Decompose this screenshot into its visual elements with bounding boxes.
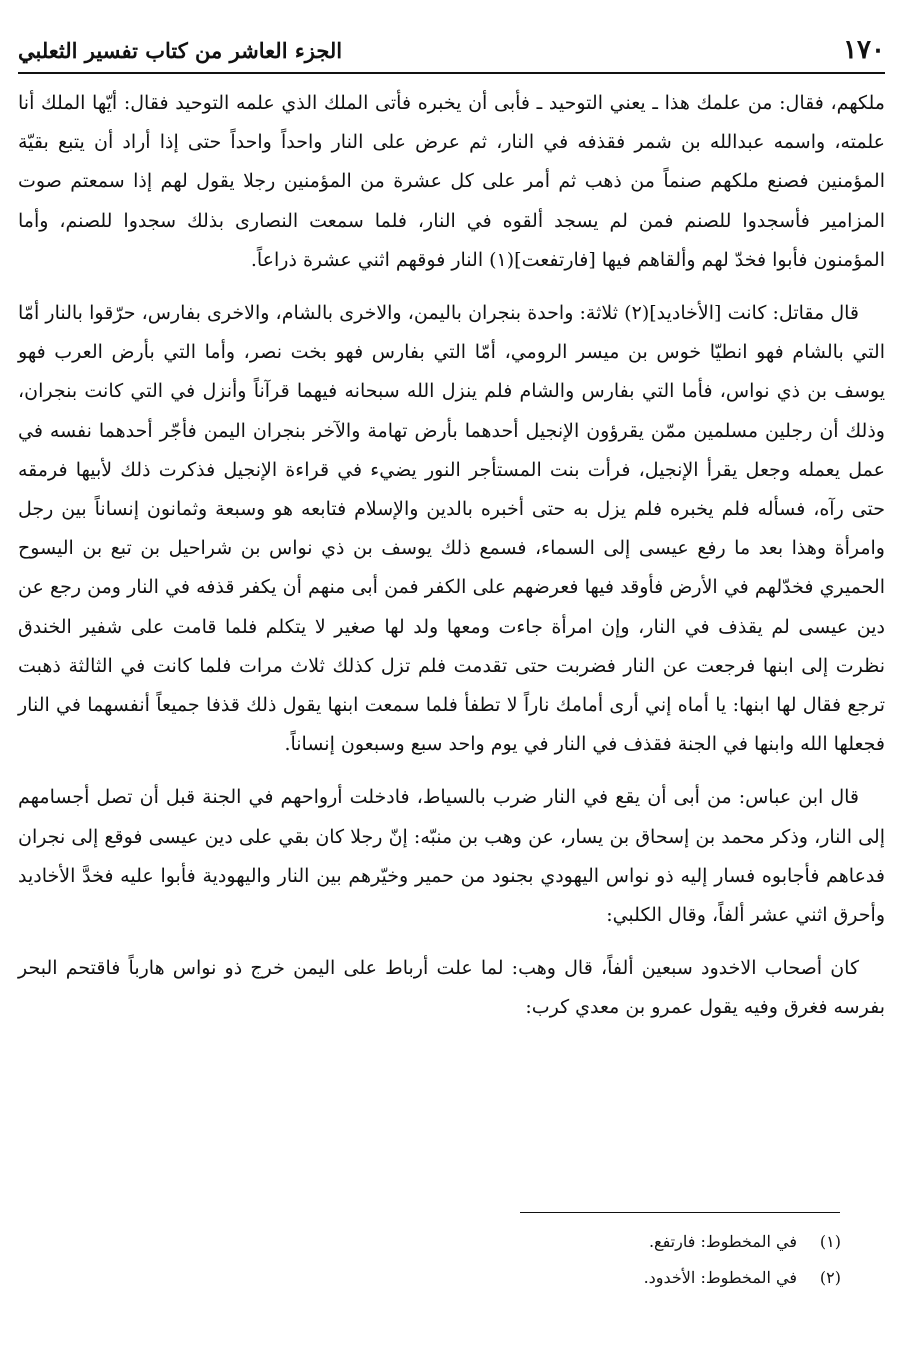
footnote-text: في المخطوط: فارتفع.: [648, 1232, 797, 1251]
footnote-2: [18, 1260, 841, 1296]
paragraph-2: قال مقاتل: كانت [الأخاديد](٢) ثلاثة: واحدة بنجران باليمن، والاخرى بالشام، والاخرى بفارس، حرّقوا بالنار أمّا التي بالشام فهو انطيّا خوس بن ميسر الرومي، أمّا التي بفارس فهو بخت نصر، وأما التي بأرض العرب فهو يوسف بن ذي نواس، فأما التي بفارس والشام فلم ينزل الله سبحانه فيهما قرآناً وأنزل في التي كانت بنجران، وذلك أن رجلين مسلمين ممّن يقرؤون الإنجيل أحدهما بأرض تهامة والآخر بنجران اليمن فأجّر أحدهما نفسه في عمل يعمله وجعل يقرأ الإنجيل، فرأت بنت المستأجر النور يضيء في قراءة الإنجيل فذكرت ذلك لأبيها فرمقه حتى رآه، فسأله فلم يخبره فلم يزل به حتى أخبره بالدين والإسلام فتابعه هو وسبعة وثمانون إنساناً بين رجل وامرأة وهذا بعد ما رفع عيسى إلى السماء، فسمع ذلك يوسف بن ذي نواس بن شراحيل بن تبع بن اليسوح الحميري فخدّلهم في الأرض فأوقد فيها فعرضهم على الكفر فمن أبى منهم أن يكفر قذفه في النار ومن رجع عن دين عيسى لم يقذف في النار، وإن امرأة جاءت ومعها ولد لها صغير لا يتكلم فلما قامت على شفير الخندق نظرت إلى ابنها فرجعت عن النار فضربت حتى تقدمت فلم تزل كذلك ثلاث مرات فلما كانت في الثالثة ذهبت ترجع فقال لها ابنها: يا أماه إني أرى أمامك ناراً لا تطفأ فلما سمعت ابنها يقول ذلك قذفا جميعاً أنفسهما في النار فجعلها الله وابنها في الجنة فقذف في النار في يوم واحد سبع وسبعون إنساناً.: [18, 302, 885, 756]
main-text: [18, 84, 885, 1028]
footnotes: [18, 1224, 841, 1296]
running-title: الجزء العاشر من كتاب تفسير الثعلبي: [18, 37, 343, 63]
page-header: [18, 28, 885, 74]
paragraph-4: كان أصحاب الاخدود سبعين ألفاً، قال وهب: لما علت أرباط على اليمن خرج ذو نواس هارباً فاقتحم البحر بفرسه فغرق وفيه يقول عمرو بن معدي كرب:: [18, 957, 885, 1019]
paragraph-3: قال ابن عباس: من أبى أن يقع في النار ضرب بالسياط، فادخلت أرواحهم في الجنة قبل أن تصل أجسامهم إلى النار، وذكر محمد بن إسحاق بن يسار، عن وهب بن منبّه: إنّ رجلا كان بقي على دين عيسى فوقع إلى نجران فدعاهم فأجابوه فسار إليه ذو نواس اليهودي بجنود من حمير وخيّرهم بين النار واليهودية فأبوا عليه فخدَّ الأخاديد وأحرق اثني عشر ألفاً، وقال الكلبي:: [18, 786, 885, 927]
footnote-number: (١): [819, 1232, 841, 1251]
page-number: ١٧٠: [843, 35, 885, 65]
footnote-number: (٢): [819, 1268, 841, 1287]
footnote-text: في المخطوط: الأخدود.: [643, 1268, 797, 1287]
footnote-divider: [520, 1212, 840, 1213]
paragraph-1: ملكهم، فقال: من علمك هذا ـ يعني التوحيد ـ فأبى أن يخبره فأتى الملك الذي علمه التوحيد فقال: أيّها الملك أنا علمته، واسمه عبدالله بن شمر فقذفه في النار، ثم عرض على النار واحداً واحداً حتى إذا أراد أن يتبع بقيّة المؤمنين فصنع ملكهم صنماً من ذهب ثم أمر على كل عشرة من المؤمنين رجلا يقول لهم إذا سمعتم صوت المزامير فأسجدوا للصنم فمن لم يسجد ألقوه في النار، فلما سمعت النصارى بذلك سجدوا للصنم، وأما المؤمنون فأبوا فخدّ لهم وألقاهم فيها [فارتفعت](١) النار فوقهم اثني عشرة ذراعاً.: [18, 92, 885, 271]
footnote-1: [18, 1224, 841, 1260]
